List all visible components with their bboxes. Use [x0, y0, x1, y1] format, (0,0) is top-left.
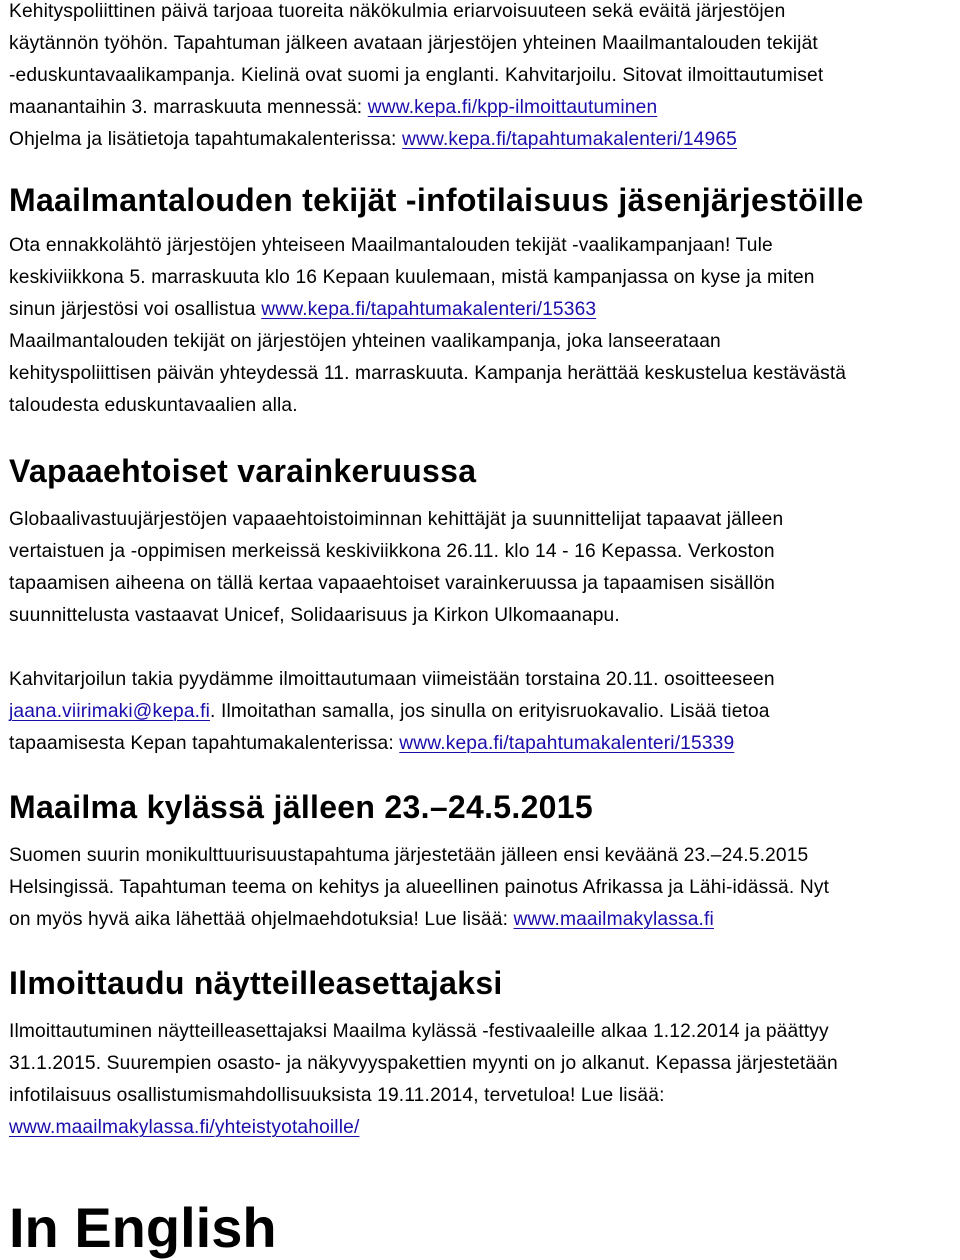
intro-line-5-text: Ohjelma ja lisätietoja tapahtumakalenterissa:	[9, 129, 402, 150]
intro-paragraph	[9, 0, 823, 156]
section4-line-4	[9, 1112, 838, 1144]
intro-line-3: -eduskuntavaalikampanja. Kielinä ovat suomi ja englanti. Kahvitarjoilu. Sitovat ilmoittautumiset	[9, 65, 824, 86]
section2-p1-line-4: suunnittelusta vastaavat Unicef, Solidaarisuus ja Kirkon Ulkomaanapu.	[9, 605, 620, 626]
section1-line-3	[9, 294, 846, 326]
section4-line-2: 31.1.2015. Suurempien osasto- ja näkyvyyspakettien myynti on jo alkanut. Kepassa järjestetään	[9, 1053, 838, 1074]
yhteistyotahoille-link[interactable]: www.maailmakylassa.fi/yhteistyotahoille/	[9, 1117, 360, 1138]
intro-line-2: käytännön työhön. Tapahtuman jälkeen avataan järjestöjen yhteinen Maailmantalouden tekijät	[9, 33, 818, 54]
section1-line-4: Maailmantalouden tekijät on järjestöjen yhteinen vaalikampanja, joka lanseerataan	[9, 331, 721, 352]
section-heading-in-english: In English	[9, 1196, 277, 1259]
section2-p2-line-2	[9, 696, 775, 728]
section1-line-1: Ota ennakkolähtö järjestöjen yhteiseen Maailmantalouden tekijät -vaalikampanjaan! Tule	[9, 235, 773, 256]
section3-line-3	[9, 904, 829, 936]
kpp-registration-link[interactable]: www.kepa.fi/kpp-ilmoittautuminen	[367, 97, 658, 118]
event-calendar-15339-link[interactable]: www.kepa.fi/tapahtumakalenteri/15339	[399, 733, 735, 754]
section1-line-5: kehityspoliittisen päivän yhteydessä 11. marraskuuta. Kampanja herättää keskustelua kestävästä	[9, 363, 847, 384]
event-calendar-15363-link[interactable]: www.kepa.fi/tapahtumakalenteri/15363	[261, 299, 597, 320]
section1-paragraph	[9, 230, 846, 422]
section1-line-2: keskiviikkona 5. marraskuuta klo 16 Kepaan kuulemaan, mistä kampanjassa on kyse ja miten	[9, 267, 815, 288]
section2-p2-line-2-text: . Ilmoitathan samalla, jos sinulla on erityisruokavalio. Lisää tietoa	[210, 701, 770, 722]
section-heading-maailma-kylassa: Maailma kylässä jälleen 23.–24.5.2015	[9, 789, 593, 825]
maailmakylassa-link[interactable]: www.maailmakylassa.fi	[513, 909, 714, 930]
email-jaana-link[interactable]: jaana.viirimaki@kepa.fi	[9, 701, 211, 722]
section3-line-1: Suomen suurin monikulttuurisuustapahtuma järjestetään jälleen ensi keväänä 23.–24.5.2015	[9, 845, 809, 866]
intro-line-5	[9, 124, 823, 156]
section2-p2-line-3	[9, 728, 775, 760]
section4-line-3: infotilaisuus osallistumismahdollisuuksista 19.11.2014, tervetuloa! Lue lisää:	[9, 1085, 665, 1106]
section3-paragraph	[9, 840, 829, 936]
section-heading-ilmoittaudu: Ilmoittaudu näytteilleasettajaksi	[9, 965, 503, 1001]
section-heading-vapaaehtoiset: Vapaaehtoiset varainkeruussa	[9, 453, 477, 489]
section1-line-6: taloudesta eduskuntavaalien alla.	[9, 395, 298, 416]
section2-p1-line-2: vertaistuen ja -oppimisen merkeissä keskiviikkona 26.11. klo 14 - 16 Kepassa. Verkoston	[9, 541, 775, 562]
section4-line-1: Ilmoittautuminen näytteilleasettajaksi Maailma kylässä -festivaaleille alkaa 1.12.2014 ja päättyy	[9, 1021, 829, 1042]
section2-p2-line-1: Kahvitarjoilun takia pyydämme ilmoittautumaan viimeistään torstaina 20.11. osoitteeseen	[9, 669, 775, 690]
section2-paragraph-1	[9, 504, 783, 632]
intro-line-4	[9, 92, 823, 124]
section1-line-3-text: sinun järjestösi voi osallistua	[9, 299, 262, 320]
section-heading-infotilaisuus: Maailmantalouden tekijät -infotilaisuus jäsenjärjestöille	[9, 182, 864, 218]
section3-line-3-text: on myös hyvä aika lähettää ohjelmaehdotuksia! Lue lisää:	[9, 909, 514, 930]
section2-p1-line-1: Globaalivastuujärjestöjen vapaaehtoistoiminnan kehittäjät ja suunnittelijat tapaavat jälleen	[9, 509, 784, 530]
intro-line-4-text: maanantaihin 3. marraskuuta mennessä:	[9, 97, 368, 118]
event-calendar-14965-link[interactable]: www.kepa.fi/tapahtumakalenteri/14965	[401, 129, 737, 150]
section4-paragraph	[9, 1016, 838, 1144]
section2-paragraph-2	[9, 664, 775, 760]
section3-line-2: Helsingissä. Tapahtuman teema on kehitys ja alueellinen painotus Afrikassa ja Lähi-idässä. Nyt	[9, 877, 830, 898]
section2-p2-line-3-text: tapaamisesta Kepan tapahtumakalenterissa:	[9, 733, 400, 754]
section2-p1-line-3: tapaamisen aiheena on tällä kertaa vapaaehtoiset varainkeruussa ja tapaamisen sisällön	[9, 573, 775, 594]
intro-line-1: Kehityspoliittinen päivä tarjoaa tuoreita näkökulmia eriarvoisuuteen sekä eväitä järjestöjen	[9, 1, 786, 22]
